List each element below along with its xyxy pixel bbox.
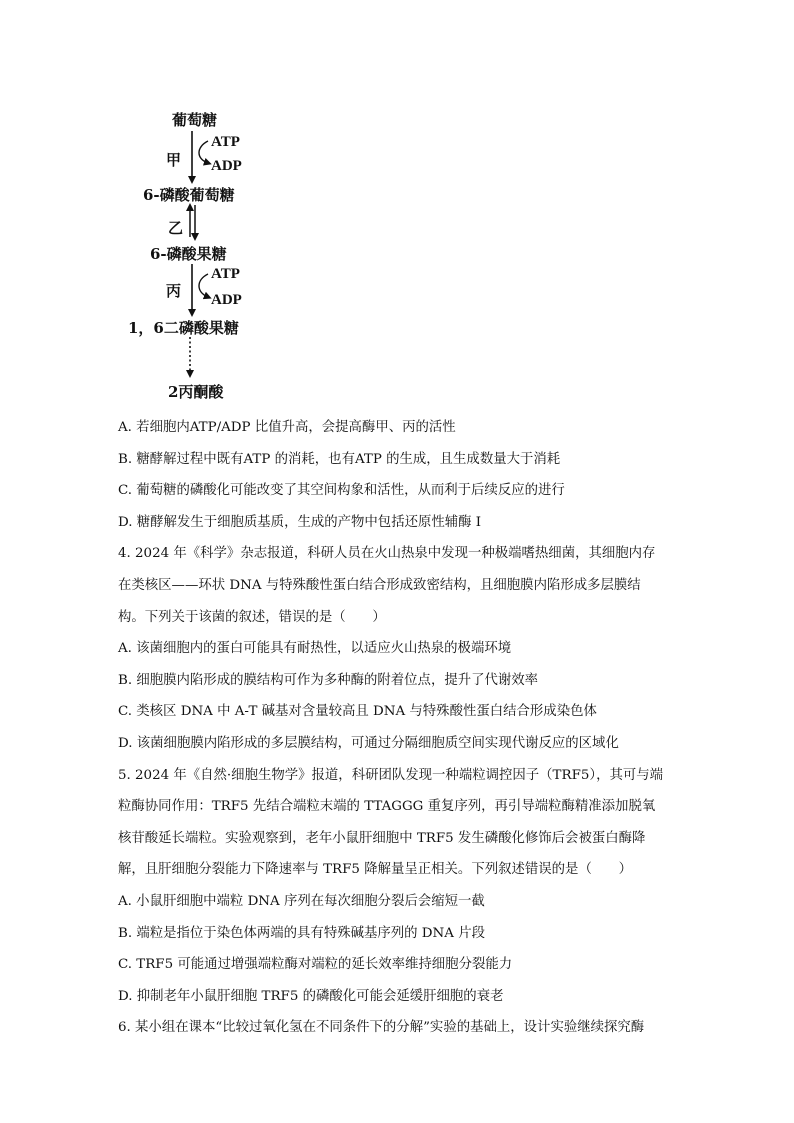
enzyme-yi-label: 乙 xyxy=(168,219,184,237)
question-text xyxy=(118,412,678,1044)
q4-stem-line: 4. 2024 年《科学》杂志报道，科研人员在火山热泉中发现一种极端嗜热细菌，其细胞内存 xyxy=(118,546,656,562)
q5-stem-line: 粒酶协同作用：TRF5 先结合端粒末端的 TTAGGG 重复序列，再引导端粒酶精准添加脱氧 xyxy=(118,799,656,815)
q4-option-c: C. 类核区 DNA 中 A-T 碱基对含量较高且 DNA 与特殊酸性蛋白结合形成染色体 xyxy=(118,704,597,720)
q3-option-a: A. 若细胞内ATP/ADP 比值升高，会提高酶甲、丙的活性 xyxy=(118,420,456,435)
question-5 xyxy=(118,760,678,1013)
atp-label-1: ATP xyxy=(211,134,240,150)
fructose-1-6-bisphosphate-label: 1，6二磷酸果糖 xyxy=(128,319,239,337)
glycolysis-pathway-diagram xyxy=(0,0,794,410)
q5-stem-line: 核苷酸延长端粒。实验观察到，老年小鼠肝细胞中 TRF5 发生磷酸化修饰后会被蛋白酶降 xyxy=(118,830,646,846)
glucose-6-phosphate-label: 6-磷酸葡萄糖 xyxy=(143,186,235,204)
q4-option-a: A. 该菌细胞内的蛋白可能具有耐热性，以适应火山热泉的极端环境 xyxy=(118,641,512,657)
q3-option-d: D. 糖酵解发生于细胞质基质，生成的产物中包括还原性辅酶 I xyxy=(118,514,482,530)
q6-stem-line: 6. 某小组在课本“比较过氧化氢在不同条件下的分解”实验的基础上，设计实验继续探究酶 xyxy=(118,1020,645,1036)
question-4 xyxy=(118,538,678,759)
q5-option-d: D. 抑制老年小鼠肝细胞 TRF5 的磷酸化可能会延缓肝细胞的衰老 xyxy=(118,988,504,1004)
q4-option-d: D. 该菌细胞膜内陷形成的多层膜结构，可通过分隔细胞质空间实现代谢反应的区域化 xyxy=(118,735,619,751)
enzyme-bing-label: 丙 xyxy=(166,282,182,300)
q5-option-c: C. TRF5 可能通过增强端粒酶对端粒的延长效率维持细胞分裂能力 xyxy=(118,957,513,973)
q4-stem-line: 构。下列关于该菌的叙述，错误的是（ ） xyxy=(118,609,386,625)
q5-option-b: B. 端粒是指位于染色体两端的具有特殊碱基序列的 DNA 片段 xyxy=(118,925,485,941)
atp-adp-curve-2 xyxy=(199,274,208,297)
pyruvate-label: 2丙酮酸 xyxy=(168,383,224,401)
adp-label-2: ADP xyxy=(211,292,242,308)
glucose-label: 葡萄糖 xyxy=(172,111,218,129)
atp-adp-curve-1 xyxy=(199,141,208,163)
adp-label-1: ADP xyxy=(211,158,242,174)
q3-option-b: B. 糖酵解过程中既有ATP 的消耗，也有ATP 的生成，且生成数量大于消耗 xyxy=(118,451,561,467)
q5-stem-line: 解，且肝细胞分裂能力下降速率与 TRF5 降解量呈正相关。下列叙述错误的是（ ） xyxy=(118,862,633,878)
q4-option-b: B. 细胞膜内陷形成的膜结构可作为多种酶的附着位点，提升了代谢效率 xyxy=(118,672,539,688)
q3-option-c: C. 葡萄糖的磷酸化可能改变了其空间构象和活性，从而利于后续反应的进行 xyxy=(118,483,565,499)
enzyme-jia-label: 甲 xyxy=(166,151,182,169)
q3-options xyxy=(118,412,678,538)
atp-label-2: ATP xyxy=(211,266,240,282)
fructose-6-phosphate-label: 6-磷酸果糖 xyxy=(150,245,227,263)
pathway-arrows xyxy=(0,0,794,410)
question-6 xyxy=(118,1012,678,1044)
q4-stem-line: 在类核区——环状 DNA 与特殊酸性蛋白结合形成致密结构，且细胞膜内陷形成多层膜结 xyxy=(118,577,641,593)
q5-option-a: A. 小鼠肝细胞中端粒 DNA 序列在每次细胞分裂后会缩短一截 xyxy=(118,893,485,909)
q5-stem-line: 5. 2024 年《自然·细胞生物学》报道，科研团队发现一种端粒调控因子（TRF5），其可与端 xyxy=(118,767,664,783)
